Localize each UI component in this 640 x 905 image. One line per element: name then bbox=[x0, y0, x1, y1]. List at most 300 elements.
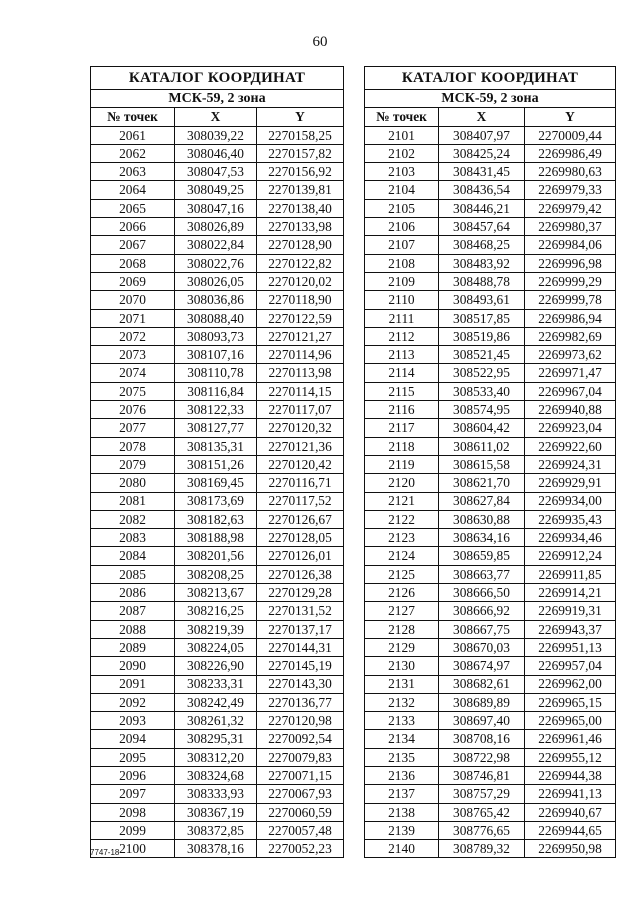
cell-x: 308026,05 bbox=[175, 272, 257, 290]
cell-point-number: 2095 bbox=[91, 748, 175, 766]
table-row bbox=[365, 602, 616, 620]
cell-x: 308088,40 bbox=[175, 309, 257, 327]
cell-x: 308746,81 bbox=[439, 766, 525, 784]
cell-y: 2269934,00 bbox=[525, 492, 616, 510]
cell-x: 308182,63 bbox=[175, 510, 257, 528]
cell-y: 2270092,54 bbox=[257, 730, 344, 748]
cell-y: 2269965,00 bbox=[525, 712, 616, 730]
cell-x: 308765,42 bbox=[439, 803, 525, 821]
cell-point-number: 2091 bbox=[91, 675, 175, 693]
table-row bbox=[91, 584, 344, 602]
cell-x: 308493,61 bbox=[439, 291, 525, 309]
cell-y: 2270131,52 bbox=[257, 602, 344, 620]
cell-x: 308611,02 bbox=[439, 437, 525, 455]
cell-x: 308026,89 bbox=[175, 218, 257, 236]
cell-point-number: 2061 bbox=[91, 126, 175, 144]
cell-y: 2270126,38 bbox=[257, 565, 344, 583]
table-row bbox=[365, 474, 616, 492]
cell-x: 308722,98 bbox=[439, 748, 525, 766]
cell-point-number: 2092 bbox=[91, 693, 175, 711]
cell-y: 2269919,31 bbox=[525, 602, 616, 620]
table-row bbox=[365, 236, 616, 254]
cell-x: 308663,77 bbox=[439, 565, 525, 583]
column-header-x: X bbox=[175, 108, 257, 126]
cell-y: 2269984,06 bbox=[525, 236, 616, 254]
cell-x: 308213,67 bbox=[175, 584, 257, 602]
cell-x: 308519,86 bbox=[439, 327, 525, 345]
table-row bbox=[91, 730, 344, 748]
cell-point-number: 2085 bbox=[91, 565, 175, 583]
cell-y: 2270121,36 bbox=[257, 437, 344, 455]
table-row bbox=[365, 346, 616, 364]
table-row bbox=[365, 199, 616, 217]
cell-x: 308324,68 bbox=[175, 766, 257, 784]
table-row bbox=[365, 712, 616, 730]
cell-y: 2270118,90 bbox=[257, 291, 344, 309]
table-row bbox=[91, 126, 344, 144]
table-row bbox=[365, 693, 616, 711]
cell-x: 308425,24 bbox=[439, 144, 525, 162]
cell-point-number: 2105 bbox=[365, 199, 439, 217]
table-row bbox=[365, 254, 616, 272]
cell-y: 2269980,63 bbox=[525, 163, 616, 181]
cell-y: 2269950,98 bbox=[525, 840, 616, 858]
cell-point-number: 2090 bbox=[91, 657, 175, 675]
table-row bbox=[91, 510, 344, 528]
table-row bbox=[365, 419, 616, 437]
cell-x: 308151,26 bbox=[175, 455, 257, 473]
cell-x: 308627,84 bbox=[439, 492, 525, 510]
cell-y: 2269941,13 bbox=[525, 785, 616, 803]
cell-y: 2269980,37 bbox=[525, 218, 616, 236]
cell-y: 2269986,49 bbox=[525, 144, 616, 162]
cell-point-number: 2111 bbox=[365, 309, 439, 327]
cell-y: 2270126,01 bbox=[257, 547, 344, 565]
cell-y: 2269923,04 bbox=[525, 419, 616, 437]
cell-x: 308407,97 bbox=[439, 126, 525, 144]
cell-point-number: 2118 bbox=[365, 437, 439, 455]
cell-point-number: 2086 bbox=[91, 584, 175, 602]
cell-x: 308169,45 bbox=[175, 474, 257, 492]
cell-y: 2270133,98 bbox=[257, 218, 344, 236]
cell-y: 2269912,24 bbox=[525, 547, 616, 565]
table-row bbox=[91, 693, 344, 711]
table-row bbox=[91, 144, 344, 162]
cell-y: 2270122,59 bbox=[257, 309, 344, 327]
cell-x: 308022,84 bbox=[175, 236, 257, 254]
cell-y: 2270145,19 bbox=[257, 657, 344, 675]
cell-y: 2270137,17 bbox=[257, 620, 344, 638]
cell-point-number: 2122 bbox=[365, 510, 439, 528]
table-row bbox=[365, 620, 616, 638]
cell-point-number: 2068 bbox=[91, 254, 175, 272]
cell-point-number: 2070 bbox=[91, 291, 175, 309]
column-header-y: Y bbox=[525, 108, 616, 126]
cell-x: 308295,31 bbox=[175, 730, 257, 748]
cell-point-number: 2108 bbox=[365, 254, 439, 272]
cell-point-number: 2106 bbox=[365, 218, 439, 236]
cell-y: 2269982,69 bbox=[525, 327, 616, 345]
table-row bbox=[365, 766, 616, 784]
cell-point-number: 2077 bbox=[91, 419, 175, 437]
cell-y: 2269965,15 bbox=[525, 693, 616, 711]
cell-point-number: 2079 bbox=[91, 455, 175, 473]
column-header-x: X bbox=[439, 108, 525, 126]
table-row bbox=[91, 565, 344, 583]
cell-point-number: 2087 bbox=[91, 602, 175, 620]
cell-point-number: 2120 bbox=[365, 474, 439, 492]
cell-y: 2270009,44 bbox=[525, 126, 616, 144]
cell-y: 2269973,62 bbox=[525, 346, 616, 364]
cell-point-number: 2109 bbox=[365, 272, 439, 290]
table-row bbox=[91, 364, 344, 382]
coordinate-catalog-table-left bbox=[90, 66, 344, 858]
cell-point-number: 2137 bbox=[365, 785, 439, 803]
cell-y: 2269943,37 bbox=[525, 620, 616, 638]
cell-x: 308116,84 bbox=[175, 382, 257, 400]
cell-x: 308122,33 bbox=[175, 401, 257, 419]
cell-x: 308488,78 bbox=[439, 272, 525, 290]
cell-point-number: 2102 bbox=[365, 144, 439, 162]
table-row bbox=[91, 327, 344, 345]
cell-y: 2269940,67 bbox=[525, 803, 616, 821]
table-row bbox=[365, 657, 616, 675]
cell-x: 308659,85 bbox=[439, 547, 525, 565]
cell-x: 308233,31 bbox=[175, 675, 257, 693]
cell-x: 308312,20 bbox=[175, 748, 257, 766]
cell-point-number: 2134 bbox=[365, 730, 439, 748]
cell-y: 2270079,83 bbox=[257, 748, 344, 766]
table-row bbox=[365, 327, 616, 345]
cell-y: 2270120,42 bbox=[257, 455, 344, 473]
cell-y: 2269924,31 bbox=[525, 455, 616, 473]
cell-x: 308446,21 bbox=[439, 199, 525, 217]
cell-y: 2270120,32 bbox=[257, 419, 344, 437]
cell-y: 2269961,46 bbox=[525, 730, 616, 748]
cell-x: 308789,32 bbox=[439, 840, 525, 858]
cell-x: 308219,39 bbox=[175, 620, 257, 638]
table-row bbox=[365, 437, 616, 455]
table-row bbox=[365, 565, 616, 583]
cell-x: 308242,49 bbox=[175, 693, 257, 711]
table-row bbox=[365, 181, 616, 199]
cell-point-number: 2073 bbox=[91, 346, 175, 364]
table-row bbox=[91, 254, 344, 272]
cell-point-number: 2065 bbox=[91, 199, 175, 217]
cell-x: 308533,40 bbox=[439, 382, 525, 400]
cell-point-number: 2080 bbox=[91, 474, 175, 492]
table-row bbox=[91, 529, 344, 547]
table-row bbox=[91, 638, 344, 656]
cell-point-number: 2112 bbox=[365, 327, 439, 345]
coordinate-catalog-table-right bbox=[364, 66, 616, 858]
cell-x: 308022,76 bbox=[175, 254, 257, 272]
table-row bbox=[365, 584, 616, 602]
table-row bbox=[365, 529, 616, 547]
cell-y: 2270129,28 bbox=[257, 584, 344, 602]
cell-y: 2269979,42 bbox=[525, 199, 616, 217]
column-header-y: Y bbox=[257, 108, 344, 126]
cell-x: 308757,29 bbox=[439, 785, 525, 803]
cell-point-number: 2083 bbox=[91, 529, 175, 547]
cell-y: 2270138,40 bbox=[257, 199, 344, 217]
cell-point-number: 2138 bbox=[365, 803, 439, 821]
cell-x: 308093,73 bbox=[175, 327, 257, 345]
cell-y: 2270067,93 bbox=[257, 785, 344, 803]
catalog-title: КАТАЛОГ КООРДИНАТ bbox=[91, 67, 344, 90]
cell-y: 2269934,46 bbox=[525, 529, 616, 547]
cell-y: 2269951,13 bbox=[525, 638, 616, 656]
cell-y: 2270144,31 bbox=[257, 638, 344, 656]
cell-point-number: 2081 bbox=[91, 492, 175, 510]
table-row bbox=[365, 218, 616, 236]
cell-y: 2270126,67 bbox=[257, 510, 344, 528]
table-row bbox=[365, 730, 616, 748]
table-row bbox=[91, 840, 344, 858]
cell-point-number: 2089 bbox=[91, 638, 175, 656]
cell-x: 308670,03 bbox=[439, 638, 525, 656]
table-row bbox=[91, 419, 344, 437]
cell-y: 2269929,91 bbox=[525, 474, 616, 492]
table-row bbox=[365, 675, 616, 693]
cell-x: 308667,75 bbox=[439, 620, 525, 638]
cell-x: 308615,58 bbox=[439, 455, 525, 473]
cell-point-number: 2097 bbox=[91, 785, 175, 803]
catalog-title: КАТАЛОГ КООРДИНАТ bbox=[365, 67, 616, 90]
cell-point-number: 2063 bbox=[91, 163, 175, 181]
cell-point-number: 2135 bbox=[365, 748, 439, 766]
table-row bbox=[91, 748, 344, 766]
cell-y: 2269914,21 bbox=[525, 584, 616, 602]
cell-point-number: 2093 bbox=[91, 712, 175, 730]
cell-x: 308674,97 bbox=[439, 657, 525, 675]
cell-point-number: 2140 bbox=[365, 840, 439, 858]
table-row bbox=[91, 785, 344, 803]
table-row bbox=[91, 766, 344, 784]
cell-y: 2270122,82 bbox=[257, 254, 344, 272]
cell-y: 2270139,81 bbox=[257, 181, 344, 199]
cell-point-number: 2133 bbox=[365, 712, 439, 730]
cell-point-number: 2088 bbox=[91, 620, 175, 638]
table-row bbox=[91, 218, 344, 236]
cell-y: 2269944,65 bbox=[525, 821, 616, 839]
cell-point-number: 2117 bbox=[365, 419, 439, 437]
cell-x: 308107,16 bbox=[175, 346, 257, 364]
cell-point-number: 2123 bbox=[365, 529, 439, 547]
cell-point-number: 2082 bbox=[91, 510, 175, 528]
cell-point-number: 2078 bbox=[91, 437, 175, 455]
cell-point-number: 2119 bbox=[365, 455, 439, 473]
cell-y: 2270156,92 bbox=[257, 163, 344, 181]
table-row bbox=[365, 492, 616, 510]
cell-point-number: 2062 bbox=[91, 144, 175, 162]
cell-point-number: 2074 bbox=[91, 364, 175, 382]
table-row bbox=[91, 309, 344, 327]
cell-y: 2270071,15 bbox=[257, 766, 344, 784]
table-row bbox=[91, 181, 344, 199]
cell-x: 308201,56 bbox=[175, 547, 257, 565]
cell-point-number: 2075 bbox=[91, 382, 175, 400]
cell-point-number: 2084 bbox=[91, 547, 175, 565]
cell-x: 308483,92 bbox=[439, 254, 525, 272]
table-row bbox=[365, 785, 616, 803]
cell-y: 2270136,77 bbox=[257, 693, 344, 711]
cell-x: 308378,16 bbox=[175, 840, 257, 858]
cell-point-number: 2136 bbox=[365, 766, 439, 784]
cell-x: 308372,85 bbox=[175, 821, 257, 839]
cell-x: 308468,25 bbox=[439, 236, 525, 254]
cell-y: 2270120,98 bbox=[257, 712, 344, 730]
cell-point-number: 2128 bbox=[365, 620, 439, 638]
cell-x: 308047,53 bbox=[175, 163, 257, 181]
table-row bbox=[91, 291, 344, 309]
cell-x: 308604,42 bbox=[439, 419, 525, 437]
cell-x: 308666,92 bbox=[439, 602, 525, 620]
cell-point-number: 2126 bbox=[365, 584, 439, 602]
column-header-point-number: № точек bbox=[365, 108, 439, 126]
cell-point-number: 2098 bbox=[91, 803, 175, 821]
cell-x: 308634,16 bbox=[439, 529, 525, 547]
cell-y: 2270117,52 bbox=[257, 492, 344, 510]
table-row bbox=[365, 401, 616, 419]
cell-y: 2269962,00 bbox=[525, 675, 616, 693]
cell-x: 308689,89 bbox=[439, 693, 525, 711]
cell-x: 308517,85 bbox=[439, 309, 525, 327]
table-row bbox=[91, 346, 344, 364]
cell-point-number: 2125 bbox=[365, 565, 439, 583]
cell-point-number: 2107 bbox=[365, 236, 439, 254]
table-row bbox=[91, 675, 344, 693]
table-row bbox=[91, 712, 344, 730]
cell-x: 308708,16 bbox=[439, 730, 525, 748]
cell-point-number: 2101 bbox=[365, 126, 439, 144]
cell-x: 308039,22 bbox=[175, 126, 257, 144]
cell-point-number: 2071 bbox=[91, 309, 175, 327]
table-row bbox=[365, 163, 616, 181]
cell-x: 308630,88 bbox=[439, 510, 525, 528]
cell-y: 2270113,98 bbox=[257, 364, 344, 382]
cell-point-number: 2130 bbox=[365, 657, 439, 675]
cell-x: 308367,19 bbox=[175, 803, 257, 821]
table-row bbox=[91, 602, 344, 620]
cell-y: 2270121,27 bbox=[257, 327, 344, 345]
cell-x: 308776,65 bbox=[439, 821, 525, 839]
cell-x: 308521,45 bbox=[439, 346, 525, 364]
cell-y: 2269922,60 bbox=[525, 437, 616, 455]
cell-y: 2270052,23 bbox=[257, 840, 344, 858]
catalog-subtitle: МСК-59, 2 зона bbox=[91, 90, 344, 108]
cell-y: 2270128,90 bbox=[257, 236, 344, 254]
cell-point-number: 2099 bbox=[91, 821, 175, 839]
cell-point-number: 2100 bbox=[91, 840, 175, 858]
table-row bbox=[91, 821, 344, 839]
cell-point-number: 2116 bbox=[365, 401, 439, 419]
table-row bbox=[365, 364, 616, 382]
cell-point-number: 2066 bbox=[91, 218, 175, 236]
table-row bbox=[365, 144, 616, 162]
table-row bbox=[91, 657, 344, 675]
cell-point-number: 2115 bbox=[365, 382, 439, 400]
table-row bbox=[91, 455, 344, 473]
cell-point-number: 2064 bbox=[91, 181, 175, 199]
cell-point-number: 2110 bbox=[365, 291, 439, 309]
table-row bbox=[91, 474, 344, 492]
cell-y: 2270057,48 bbox=[257, 821, 344, 839]
cell-x: 308666,50 bbox=[439, 584, 525, 602]
cell-point-number: 2124 bbox=[365, 547, 439, 565]
cell-y: 2269999,29 bbox=[525, 272, 616, 290]
cell-y: 2270117,07 bbox=[257, 401, 344, 419]
cell-x: 308047,16 bbox=[175, 199, 257, 217]
table-row bbox=[365, 455, 616, 473]
document-code: 7747-18 bbox=[90, 848, 120, 857]
table-row bbox=[365, 803, 616, 821]
cell-point-number: 2104 bbox=[365, 181, 439, 199]
page-number: 60 bbox=[312, 34, 328, 50]
cell-x: 308682,61 bbox=[439, 675, 525, 693]
table-row bbox=[365, 309, 616, 327]
cell-x: 308522,95 bbox=[439, 364, 525, 382]
cell-point-number: 2076 bbox=[91, 401, 175, 419]
cell-x: 308188,98 bbox=[175, 529, 257, 547]
cell-point-number: 2132 bbox=[365, 693, 439, 711]
cell-x: 308173,69 bbox=[175, 492, 257, 510]
cell-point-number: 2121 bbox=[365, 492, 439, 510]
cell-y: 2269999,78 bbox=[525, 291, 616, 309]
cell-x: 308110,78 bbox=[175, 364, 257, 382]
cell-y: 2270120,02 bbox=[257, 272, 344, 290]
table-row bbox=[91, 437, 344, 455]
cell-point-number: 2113 bbox=[365, 346, 439, 364]
cell-y: 2269935,43 bbox=[525, 510, 616, 528]
table-row bbox=[365, 126, 616, 144]
cell-point-number: 2129 bbox=[365, 638, 439, 656]
cell-x: 308431,45 bbox=[439, 163, 525, 181]
cell-x: 308226,90 bbox=[175, 657, 257, 675]
table-row bbox=[91, 272, 344, 290]
cell-x: 308216,25 bbox=[175, 602, 257, 620]
cell-point-number: 2139 bbox=[365, 821, 439, 839]
cell-point-number: 2069 bbox=[91, 272, 175, 290]
table-row bbox=[365, 291, 616, 309]
cell-y: 2270114,15 bbox=[257, 382, 344, 400]
cell-point-number: 2114 bbox=[365, 364, 439, 382]
table-row bbox=[365, 748, 616, 766]
catalog-subtitle: МСК-59, 2 зона bbox=[365, 90, 616, 108]
table-row bbox=[91, 236, 344, 254]
cell-x: 308224,05 bbox=[175, 638, 257, 656]
cell-x: 308574,95 bbox=[439, 401, 525, 419]
cell-x: 308049,25 bbox=[175, 181, 257, 199]
cell-point-number: 2127 bbox=[365, 602, 439, 620]
table-row bbox=[91, 492, 344, 510]
cell-x: 308457,64 bbox=[439, 218, 525, 236]
table-row bbox=[91, 382, 344, 400]
cell-x: 308127,77 bbox=[175, 419, 257, 437]
table-row bbox=[365, 510, 616, 528]
column-header-point-number: № точек bbox=[91, 108, 175, 126]
cell-y: 2269955,12 bbox=[525, 748, 616, 766]
cell-point-number: 2067 bbox=[91, 236, 175, 254]
cell-x: 308333,93 bbox=[175, 785, 257, 803]
cell-y: 2270060,59 bbox=[257, 803, 344, 821]
cell-y: 2270158,25 bbox=[257, 126, 344, 144]
cell-y: 2269944,38 bbox=[525, 766, 616, 784]
cell-point-number: 2131 bbox=[365, 675, 439, 693]
cell-y: 2269986,94 bbox=[525, 309, 616, 327]
cell-x: 308036,86 bbox=[175, 291, 257, 309]
cell-point-number: 2096 bbox=[91, 766, 175, 784]
